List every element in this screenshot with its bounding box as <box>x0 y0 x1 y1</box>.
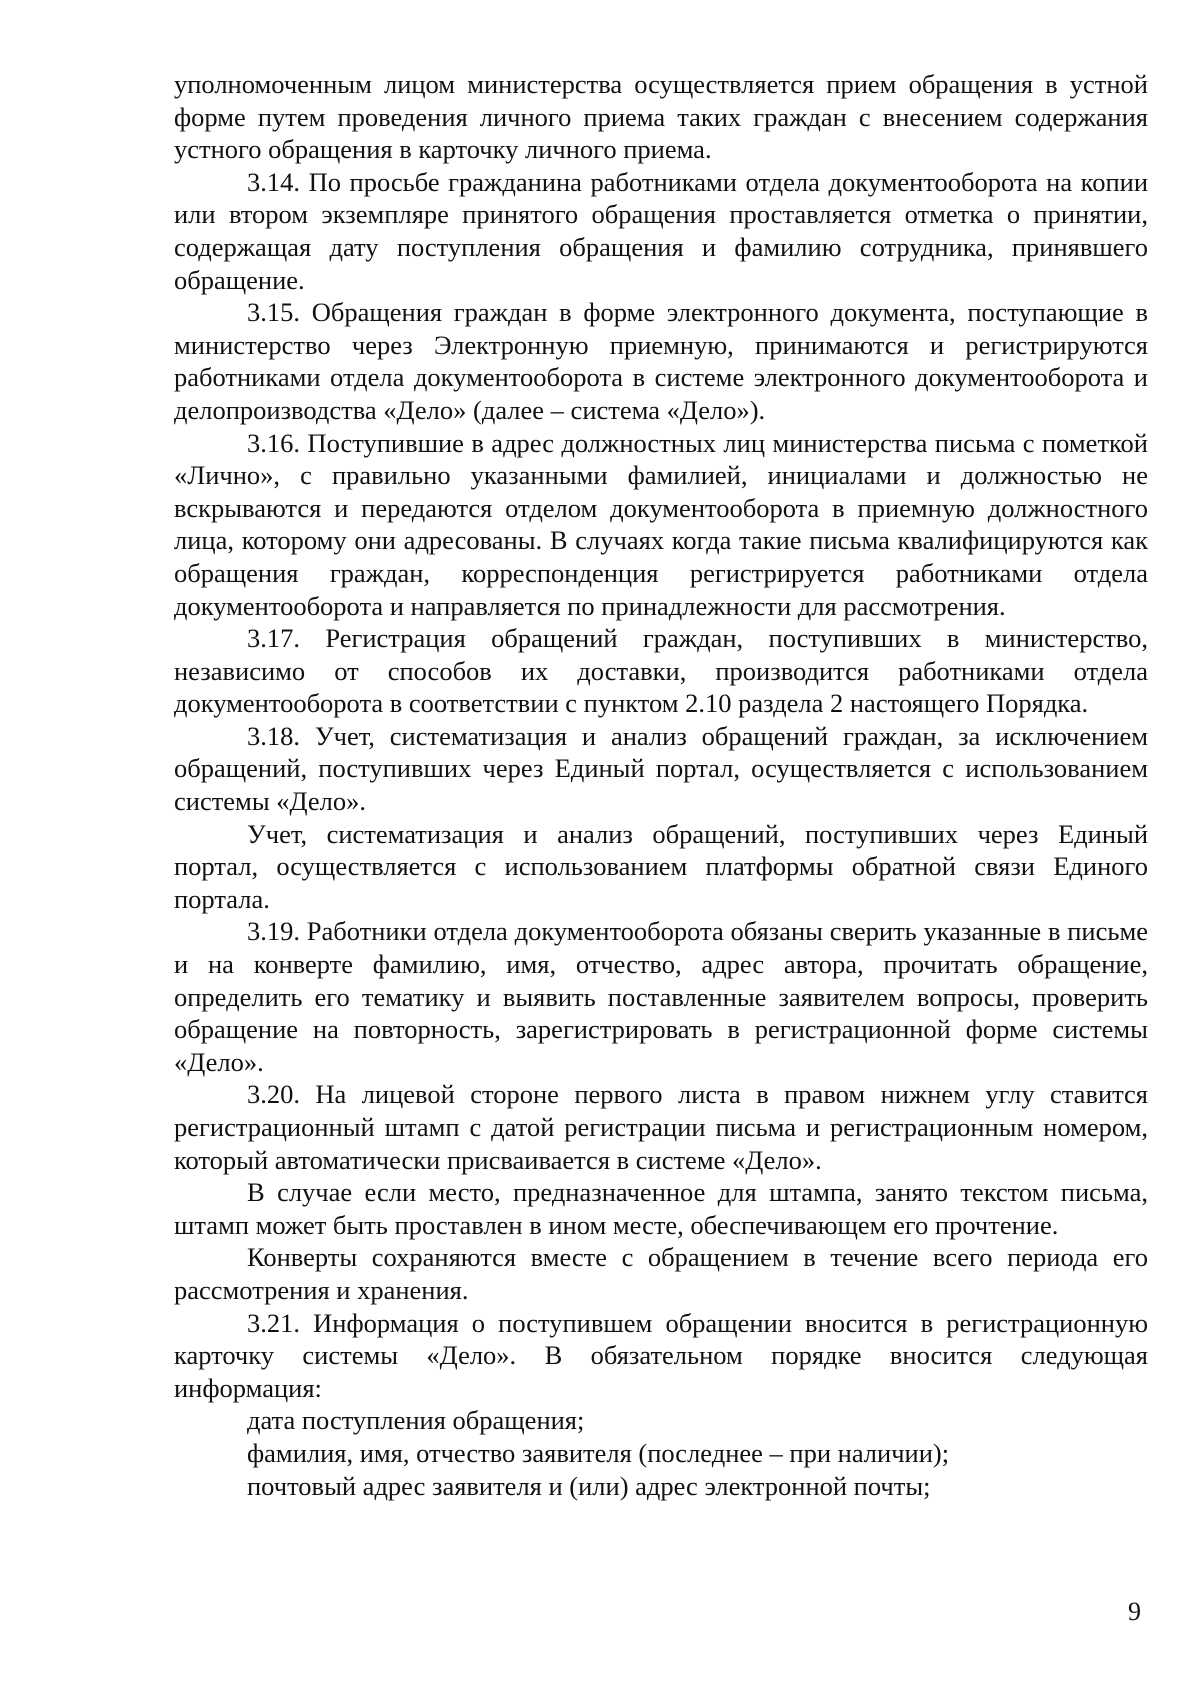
paragraph-3-21: 3.21. Информация о поступившем обращении вносится в регистрационную карточку системы «Дело». В обязательном порядке вносится следующая информация: <box>174 1307 1148 1403</box>
list-item: дата поступления обращения; <box>247 1405 585 1436</box>
paragraph-3-16: 3.16. Поступившие в адрес должностных лиц министерства письма с пометкой «Лично», с правильно указанными фамилией, инициалами и должностью не вскрываются и передаются отделом документооборота в приемную должностного лица, которому они адресованы. В случаях когда такие письма квалифицируются как обращения граждан, корреспонденция регистрируется работниками отдела документооборота и направляется по принадлежности для рассмотрения. <box>174 427 1148 621</box>
page-number: 9 <box>1128 1597 1141 1626</box>
paragraph-3-15: 3.15. Обращения граждан в форме электронного документа, поступающие в министерство через Электронную приемную, принимаются и регистрируются работниками отдела документооборота в системе электронного документооборота и делопроизводства «Дело» (далее – система «Дело»). <box>174 297 1148 425</box>
list-item: почтовый адрес заявителя и (или) адрес электронной почты; <box>247 1470 931 1501</box>
paragraph-3-18: 3.18. Учет, систематизация и анализ обращений граждан, за исключением обращений, поступивших через Единый портал, осуществляется с использованием системы «Дело». <box>174 720 1148 817</box>
paragraph-3-14: 3.14. По просьбе гражданина работниками отдела документооборота на копии или втором экземпляре принятого обращения проставляется отметка о принятии, содержащая дату поступления обращения и фамилию сотрудника, принявшего обращение. <box>174 166 1148 295</box>
list-item: фамилия, имя, отчество заявителя (последнее – при наличии); <box>247 1437 950 1468</box>
paragraph-3-18-continued: Учет, систематизация и анализ обращений, поступивших через Единый портал, осуществляется с использованием платформы обратной связи Единого портала. <box>174 818 1148 914</box>
paragraph-3-20-envelopes: Конверты сохраняются вместе с обращением в течение всего периода его рассмотрения и хранения. <box>174 1242 1148 1305</box>
paragraph-3-19: 3.19. Работники отдела документооборота обязаны сверить указанные в письме и на конверте фамилию, имя, отчество, адрес автора, прочитать обращение, определить его тематику и выявить поставленные заявителем вопросы, проверить обращение на повторность, зарегистрировать в регистрационной форме системы «Дело». <box>174 916 1148 1077</box>
document-page <box>174 68 1148 1502</box>
paragraph-3-17: 3.17. Регистрация обращений граждан, поступивших в министерство, независимо от способов их доставки, производится работниками отдела документооборота в соответствии с пунктом 2.10 раздела 2 настоящего Порядка. <box>174 623 1148 719</box>
paragraph-3-20-stamp-placement: В случае если место, предназначенное для штампа, занято текстом письма, штамп может быть проставлен в ином месте, обеспечивающем его прочтение. <box>174 1177 1148 1240</box>
paragraph-continuation: уполномоченным лицом министерства осуществляется прием обращения в устной форме путем проведения личного приема таких граждан с внесением содержания устного обращения в карточку личного приема. <box>174 69 1148 165</box>
paragraph-3-20: 3.20. На лицевой стороне первого листа в правом нижнем углу ставится регистрационный штамп с датой регистрации письма и регистрационным номером, который автоматически присваивается в системе «Дело». <box>174 1079 1148 1175</box>
